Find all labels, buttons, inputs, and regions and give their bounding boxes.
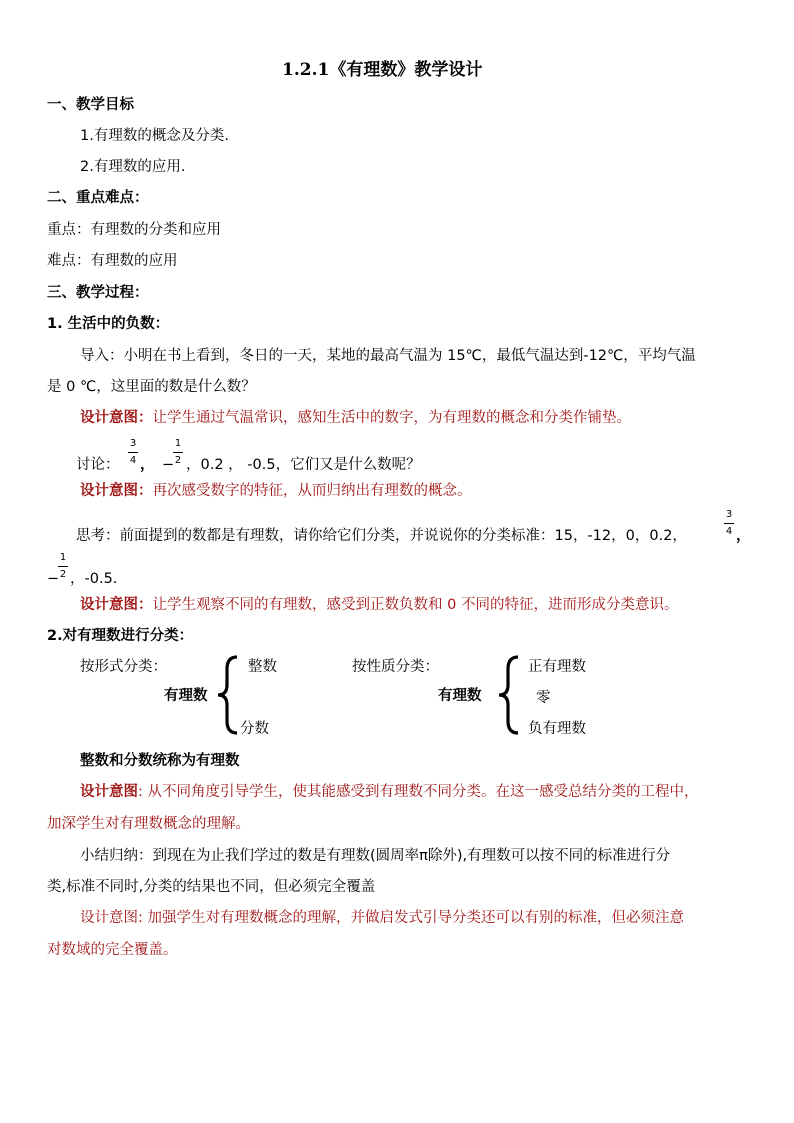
think-fraction-3-4-denominator: 4	[725, 526, 733, 537]
nature-class-positive: 正有理数	[528, 659, 586, 675]
subsection-heading-classification: 2.对有理数进行分类：	[47, 628, 194, 644]
fraction-1-2-numerator: 1	[174, 438, 182, 449]
think-fraction-1-2-denominator: 2	[59, 569, 67, 580]
design-intent-label: 设计意图：	[80, 483, 153, 499]
summary-statement: 整数和分数统称为有理数	[80, 753, 240, 769]
subsection-heading-negatives: 1. 生活中的负数：	[47, 316, 170, 332]
design-intent-5-line-1: 设计意图: 加强学生对有理数概念的理解，并做启发式引导分类还可以有别的标准，但必须注意	[80, 910, 684, 926]
design-intent-text: 让学生通过气温常识，感知生活中的数字，为有理数的概念和分类作铺垫。	[152, 410, 631, 426]
nature-brace-icon	[496, 655, 522, 735]
fraction-3-4-denominator: 4	[129, 455, 137, 466]
design-intent-1	[80, 408, 631, 428]
design-intent-4-line-1	[80, 782, 699, 802]
conclusion-line-1: 小结归纳：到现在为止我们学过的数是有理数(圆周率π除外),有理数可以按不同的标准进行分	[80, 848, 671, 864]
nature-classification-label: 按性质分类：	[352, 659, 439, 675]
discuss-label: 讨论：	[76, 457, 120, 473]
discuss-rest: ，0.2 ， -0.5，它们又是什么数呢？	[186, 457, 421, 473]
fraction-1-2-denominator: 2	[174, 455, 182, 466]
design-intent-text: 再次感受数字的特征，从而归纳出有理数的概念。	[152, 483, 472, 499]
fraction-3-4-bar	[128, 452, 138, 453]
nature-classification-root: 有理数	[438, 688, 482, 704]
design-intent-label: 设计意图：	[80, 410, 153, 426]
form-class-integer: 整数	[248, 659, 277, 675]
intro-paragraph-line-2: 是 0 ℃，这里面的数是什么数？	[47, 379, 256, 395]
think-rest: ，-0.5.	[70, 571, 118, 587]
think-comma: ，	[736, 528, 751, 544]
design-intent-text: 让学生观察不同的有理数，感受到正数负数和 0 不同的特征，进而形成分类意识。	[152, 597, 679, 613]
think-fraction-3-4-bar	[724, 523, 734, 524]
think-fraction-1-2-numerator: 1	[59, 552, 67, 563]
form-class-fraction: 分数	[240, 721, 269, 737]
design-intent-label: 设计意图：	[80, 597, 153, 613]
nature-class-negative: 负有理数	[528, 721, 586, 737]
page-title: 1.2.1《有理数》教学设计	[282, 60, 483, 80]
section-heading-goals: 一、教学目标	[47, 97, 134, 113]
discuss-comma: ，	[140, 457, 155, 473]
form-classification-root: 有理数	[164, 688, 208, 704]
design-intent-3	[80, 595, 678, 615]
design-intent-label: 设计意图	[80, 784, 138, 800]
nature-class-zero: 零	[536, 690, 551, 706]
think-fraction-3-4-numerator: 3	[725, 509, 733, 520]
goal-item-1: 1.有理数的概念及分类.	[80, 128, 229, 144]
minus-sign: −	[162, 457, 175, 473]
design-intent-text: : 从不同角度引导学生，使其能感受到有理数不同分类。在这一感受总结分类的工程中，	[138, 784, 699, 800]
think-line-1: 思考：前面提到的数都是有理数，请你给它们分类，并说说你的分类标准：15，-12，0，0.2，	[76, 528, 687, 544]
section-heading-process: 三、教学过程：	[47, 285, 149, 301]
form-classification-label: 按形式分类：	[80, 659, 167, 675]
intro-paragraph-line-1: 导入：小明在书上看到，冬日的一天，某地的最高气温为 15℃，最低气温达到-12℃，平均气温	[80, 348, 696, 364]
think-minus-sign: −	[47, 571, 60, 587]
form-brace-icon	[215, 655, 241, 735]
think-fraction-1-2-bar	[58, 566, 68, 567]
difficult-point: 难点：有理数的应用	[47, 253, 178, 269]
design-intent-4-line-2: 加深学生对有理数概念的理解。	[47, 816, 250, 832]
conclusion-line-2: 类,标准不同时,分类的结果也不同，但必须完全覆盖	[47, 879, 376, 895]
design-intent-2	[80, 481, 472, 501]
fraction-3-4-numerator: 3	[129, 438, 137, 449]
design-intent-5-line-2: 对数域的完全覆盖。	[47, 942, 178, 958]
section-heading-keypoints: 二、重点难点：	[47, 190, 149, 206]
key-point: 重点：有理数的分类和应用	[47, 222, 221, 238]
goal-item-2: 2.有理数的应用.	[80, 159, 186, 175]
fraction-1-2-bar	[173, 452, 183, 453]
